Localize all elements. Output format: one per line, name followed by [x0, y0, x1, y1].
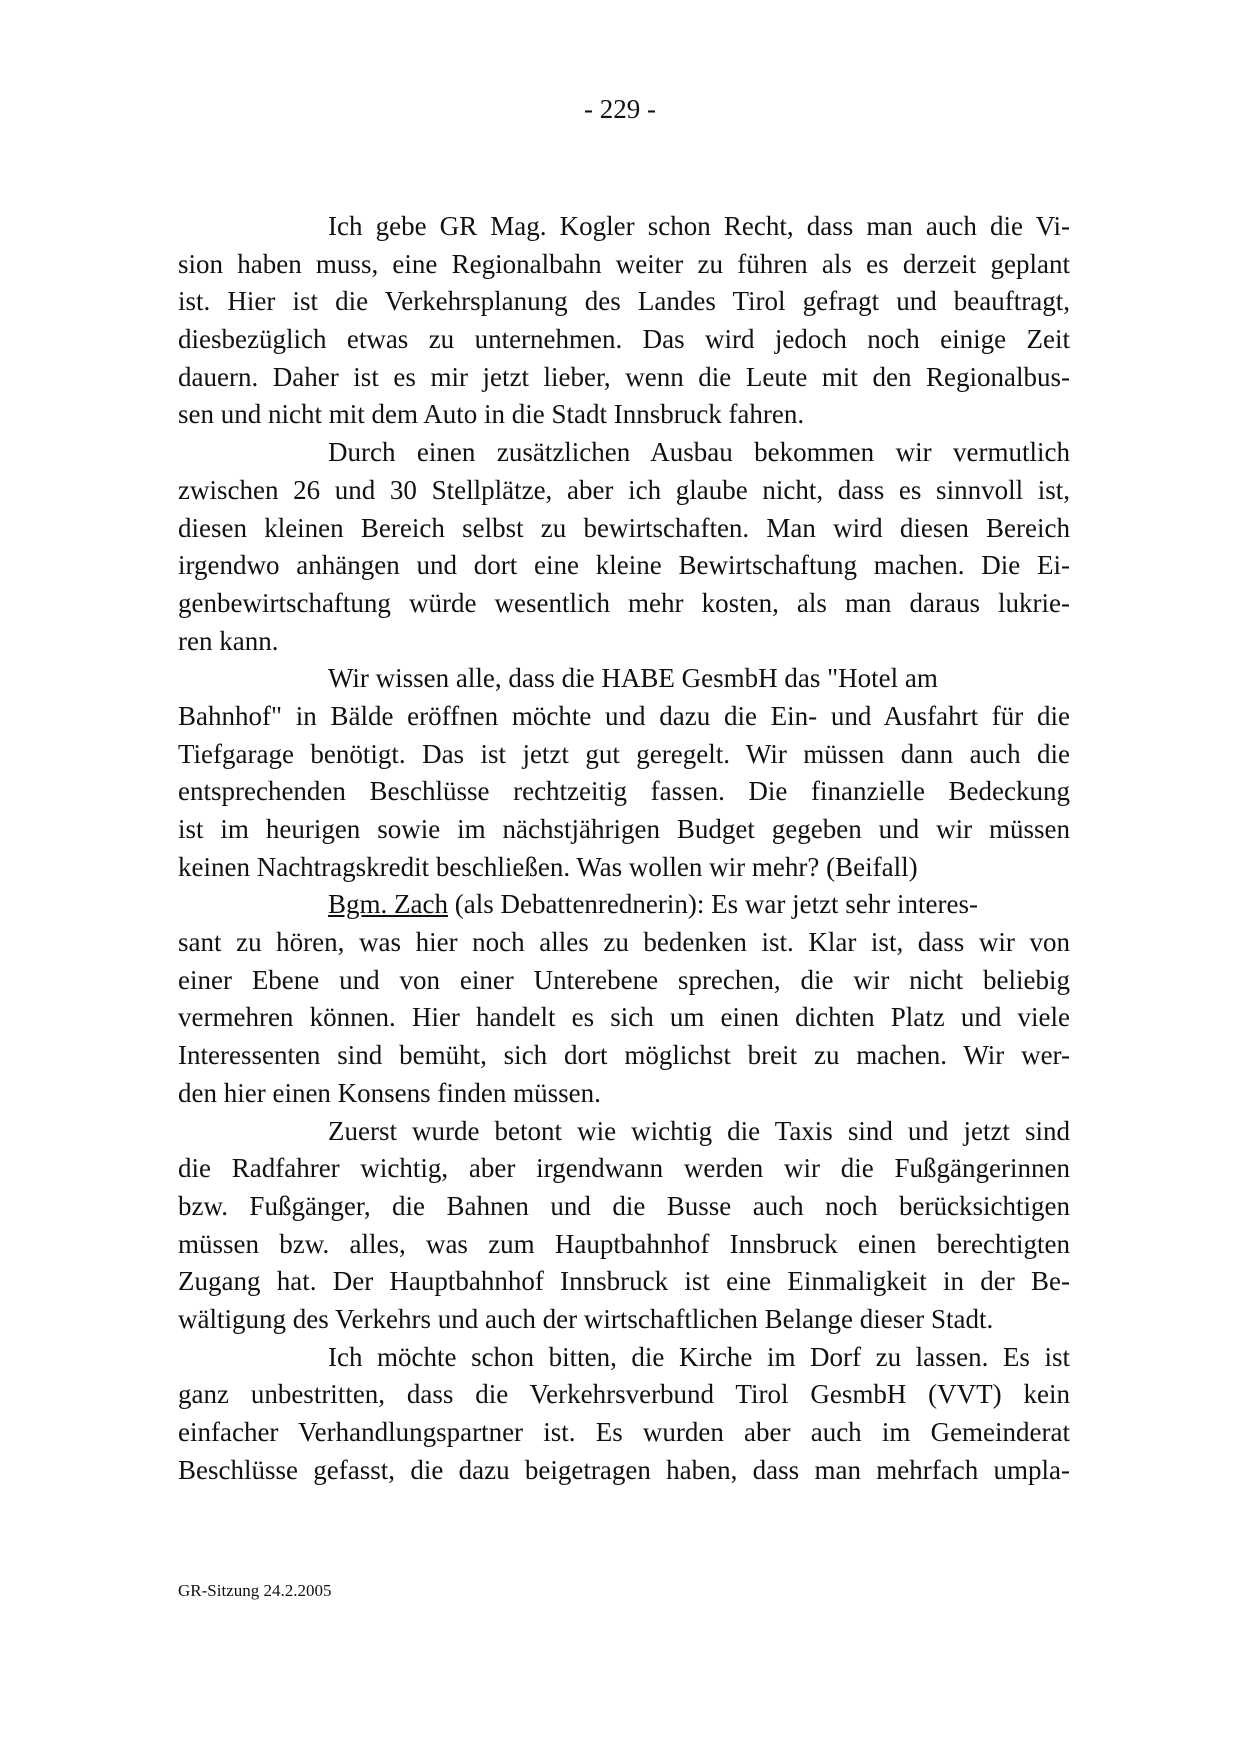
- paragraph-4: [178, 886, 1070, 1112]
- speaker-line-rest: (als Debattenrednerin): Es war jetzt sehr interes-: [447, 889, 979, 920]
- text-line: keinen Nachtragskredit beschließen. Was wollen wir mehr? (Beifall): [178, 851, 918, 882]
- text-line: zwischen 26 und 30 Stellplätze, aber ich glaube nicht, dass es sinnvoll ist,: [178, 474, 1070, 505]
- text-line: Bahnhof" in Bälde eröffnen möchte und dazu die Ein- und Ausfahrt für die: [178, 700, 1070, 731]
- page-number: - 229 -: [584, 94, 656, 124]
- text-line: [178, 886, 1070, 924]
- text-line: genbewirtschaftung würde wesentlich mehr kosten, als man daraus lukrie-: [178, 587, 1070, 618]
- paragraph-5: [178, 1113, 1070, 1339]
- text-line: Zuerst wurde betont wie wichtig die Taxis sind und jetzt sind: [328, 1115, 1070, 1146]
- text-line: irgendwo anhängen und dort eine kleine Bewirtschaftung machen. Die Ei-: [178, 550, 1070, 581]
- text-line: vermehren können. Hier handelt es sich um einen dichten Platz und viele: [178, 1002, 1070, 1033]
- paragraph-6: [178, 1339, 1070, 1490]
- text-line: ist im heurigen sowie im nächstjährigen Budget gegeben und wir müssen: [178, 814, 1070, 844]
- text-line: ist. Hier ist die Verkehrsplanung des Landes Tirol gefragt und beauftragt,: [178, 286, 1070, 317]
- footer-session-date: GR-Sitzung 24.2.2005: [178, 1581, 332, 1600]
- text-line: den hier einen Konsens finden müssen.: [178, 1077, 601, 1108]
- text-line: sant zu hören, was hier noch alles zu bedenken ist. Klar ist, dass wir von: [178, 927, 1070, 958]
- text-line: Tiefgarage benötigt. Das ist jetzt gut geregelt. Wir müssen dann auch die: [178, 738, 1070, 769]
- text-line: dauern. Daher ist es mir jetzt lieber, wenn die Leute mit den Regionalbus-: [178, 361, 1070, 392]
- text-line: Ich möchte schon bitten, die Kirche im Dorf zu lassen. Es ist: [328, 1341, 1070, 1372]
- text-line: ganz unbestritten, dass die Verkehrsverbund Tirol GesmbH (VVT) kein: [178, 1379, 1070, 1410]
- text-line: Wir wissen alle, dass die HABE GesmbH das "Hotel am: [328, 663, 938, 694]
- text-line: wältigung des Verkehrs und auch der wirtschaftlichen Belange dieser Stadt.: [178, 1303, 994, 1334]
- text-line: Zugang hat. Der Hauptbahnhof Innsbruck ist eine Einmaligkeit in der Be-: [178, 1266, 1070, 1297]
- paragraph-2: [178, 434, 1070, 660]
- text-line: diesen kleinen Bereich selbst zu bewirtschaften. Man wird diesen Bereich: [178, 512, 1070, 543]
- paragraph-3: [178, 660, 1070, 886]
- text-line: diesbezüglich etwas zu unternehmen. Das wird jedoch noch einige Zeit: [178, 324, 1070, 355]
- text-line: die Radfahrer wichtig, aber irgendwann werden wir die Fußgängerinnen: [178, 1153, 1070, 1184]
- document-body: [178, 208, 1070, 1489]
- text-line: entsprechenden Beschlüsse rechtzeitig fassen. Die finanzielle Bedeckung: [178, 776, 1070, 807]
- paragraph-1: [178, 208, 1070, 434]
- text-line: Interessenten sind bemüht, sich dort möglichst breit zu machen. Wir wer-: [178, 1040, 1070, 1071]
- text-line: ren kann.: [178, 625, 279, 656]
- text-line: bzw. Fußgänger, die Bahnen und die Busse auch noch berücksichtigen: [178, 1190, 1070, 1221]
- speaker-name: Bgm. Zach: [328, 889, 448, 920]
- text-line: Beschlüsse gefasst, die dazu beigetragen haben, dass man mehrfach umpla-: [178, 1454, 1070, 1485]
- text-line: einer Ebene und von einer Unterebene sprechen, die wir nicht beliebig: [178, 964, 1070, 995]
- text-line: Ich gebe GR Mag. Kogler schon Recht, dass man auch die Vi-: [328, 211, 1070, 241]
- text-line: einfacher Verhandlungspartner ist. Es wurden aber auch im Gemeinderat: [178, 1417, 1070, 1447]
- text-line: sion haben muss, eine Regionalbahn weiter zu führen als es derzeit geplant: [178, 248, 1070, 279]
- text-line: sen und nicht mit dem Auto in die Stadt Innsbruck fahren.: [178, 399, 805, 430]
- text-line: müssen bzw. alles, was zum Hauptbahnhof Innsbruck einen berechtigten: [178, 1228, 1070, 1259]
- text-line: Durch einen zusätzlichen Ausbau bekommen wir vermutlich: [328, 437, 1070, 468]
